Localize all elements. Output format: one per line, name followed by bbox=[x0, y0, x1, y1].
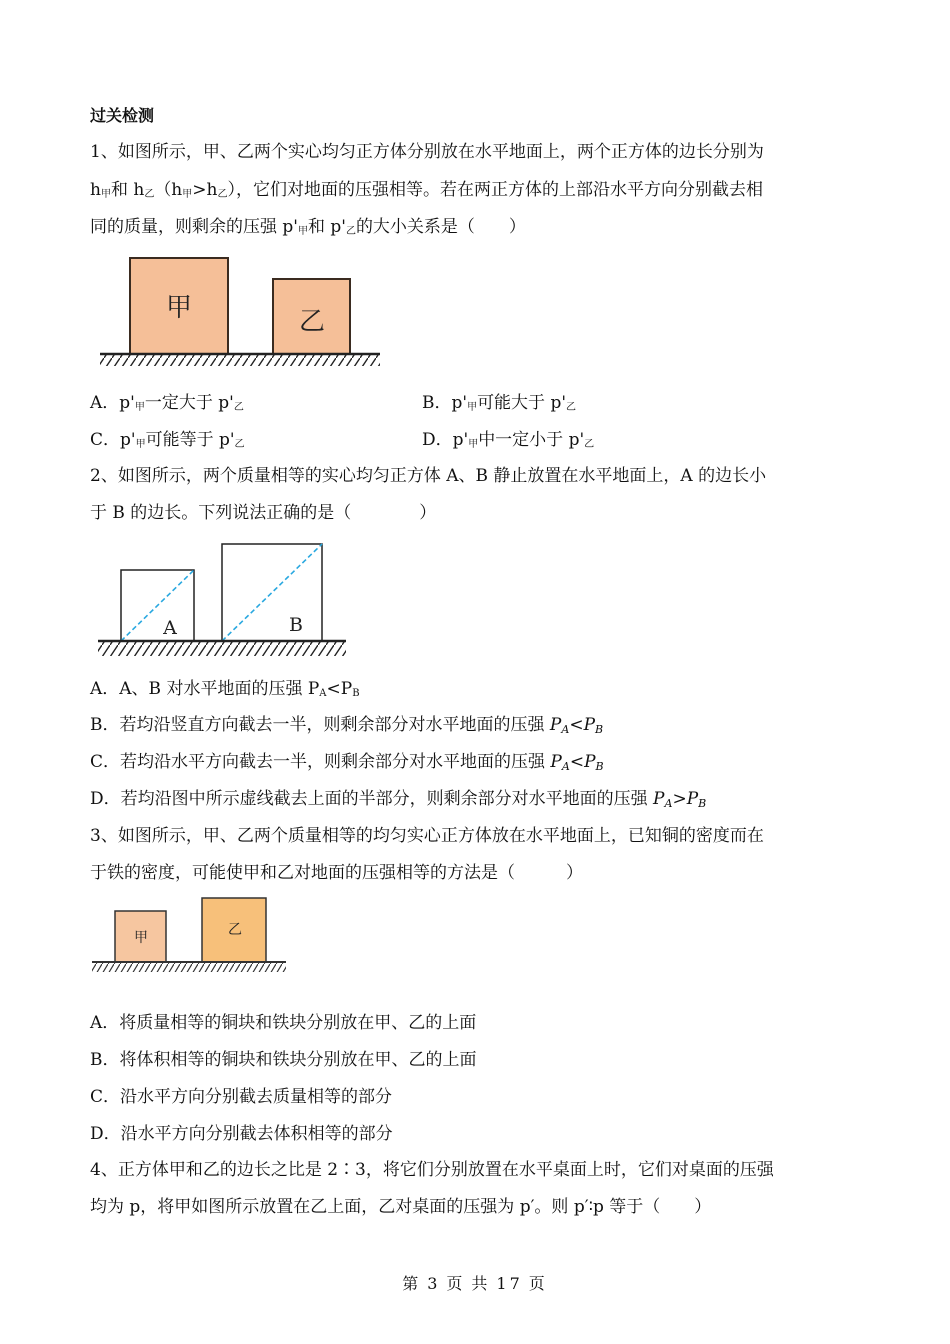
q4-line1: 4、正方体甲和乙的边长之比是 2∶3，将它们分别放置在水平桌面上时，它们对桌面的压强 bbox=[90, 1160, 774, 1180]
q3-option-c[interactable]: C．沿水平方向分别截去质量相等的部分 bbox=[90, 1087, 393, 1107]
q1-label-yi: 乙 bbox=[298, 307, 326, 337]
q3-option-d[interactable]: D．沿水平方向分别截去体积相等的部分 bbox=[90, 1124, 393, 1144]
page-footer: 第 3 页 共 17 页 bbox=[402, 1274, 548, 1293]
page-number: 3 bbox=[427, 1274, 441, 1293]
q2-line2: 于 B 的边长。下列说法正确的是（ ） bbox=[90, 503, 437, 523]
q3-label-jia: 甲 bbox=[134, 930, 148, 946]
q2-option-a[interactable]: A．A、B 对水平地面的压强 $P_A<P_B$ bbox=[90, 679, 360, 699]
q1-option-c[interactable]: C．$p'_甲$可能等于 $p'_乙$ bbox=[90, 430, 245, 450]
q3-ground-hatch bbox=[92, 963, 286, 972]
q2-label-a: A bbox=[163, 617, 177, 639]
q1-option-d[interactable]: D．$p'_甲$中一定小于 $p'_乙$ bbox=[422, 430, 595, 450]
section-title: 过关检测 bbox=[90, 106, 155, 125]
q1-line1: 1、如图所示，甲、乙两个实心均匀正方体分别放在水平地面上，两个正方体的边长分别为 bbox=[90, 142, 764, 162]
q2-line1: 2、如图所示，两个质量相等的实心均匀正方体 A、B 静止放置在水平地面上，A 的边长小 bbox=[90, 466, 767, 486]
q3-option-a[interactable]: A．将质量相等的铜块和铁块分别放在甲、乙的上面 bbox=[90, 1013, 477, 1033]
q2-label-b: B bbox=[289, 614, 303, 636]
q3-label-yi: 乙 bbox=[228, 922, 242, 938]
q1-line2: $h_甲$和 $h_乙(h_甲>h_乙)$，它们对地面的压强相等。若在两正方体的上部沿水平方向分别截去相 bbox=[90, 180, 763, 200]
q3-line1: 3、如图所示，甲、乙两个质量相等的均匀实心正方体放在水平地面上，已知铜的密度而在 bbox=[90, 826, 764, 846]
q4-line2: 均为 p，将甲如图所示放置在乙上面，乙对桌面的压强为 p′。则 p′∶p 等于（ ） bbox=[90, 1197, 712, 1217]
q1-line3: 同的质量，则剩余的压强 $p'_甲$和 $p'_乙$的大小关系是（ ） bbox=[90, 217, 526, 237]
q1-ground-hatch bbox=[100, 355, 380, 366]
q3-figure bbox=[90, 894, 290, 976]
q3-option-b[interactable]: B．将体积相等的铜块和铁块分别放在甲、乙的上面 bbox=[90, 1050, 477, 1070]
q1-label-jia: 甲 bbox=[165, 293, 193, 323]
q2-option-d[interactable]: D．若均沿图中所示虚线截去上面的半部分，则剩余部分对水平地面的压强 PA>PB bbox=[90, 789, 707, 810]
q1-option-b[interactable]: B．$p'_甲$可能大于 $p'_乙$ bbox=[422, 393, 577, 413]
q2-option-c[interactable]: C．若均沿水平方向截去一半，则剩余部分对水平地面的压强 PA<PB bbox=[90, 752, 604, 773]
q1-figure bbox=[96, 250, 386, 370]
q2-ground-hatch bbox=[98, 642, 346, 656]
q3-line2: 于铁的密度，可能使甲和乙对地面的压强相等的方法是（ ） bbox=[90, 863, 583, 883]
q2-option-b[interactable]: B．若均沿竖直方向截去一半，则剩余部分对水平地面的压强 PA<PB bbox=[90, 715, 604, 736]
page-total: 17 bbox=[496, 1274, 523, 1293]
q1-option-a[interactable]: A．$p'_甲$一定大于 $p'_乙$ bbox=[90, 393, 244, 413]
q2-figure bbox=[94, 537, 354, 663]
